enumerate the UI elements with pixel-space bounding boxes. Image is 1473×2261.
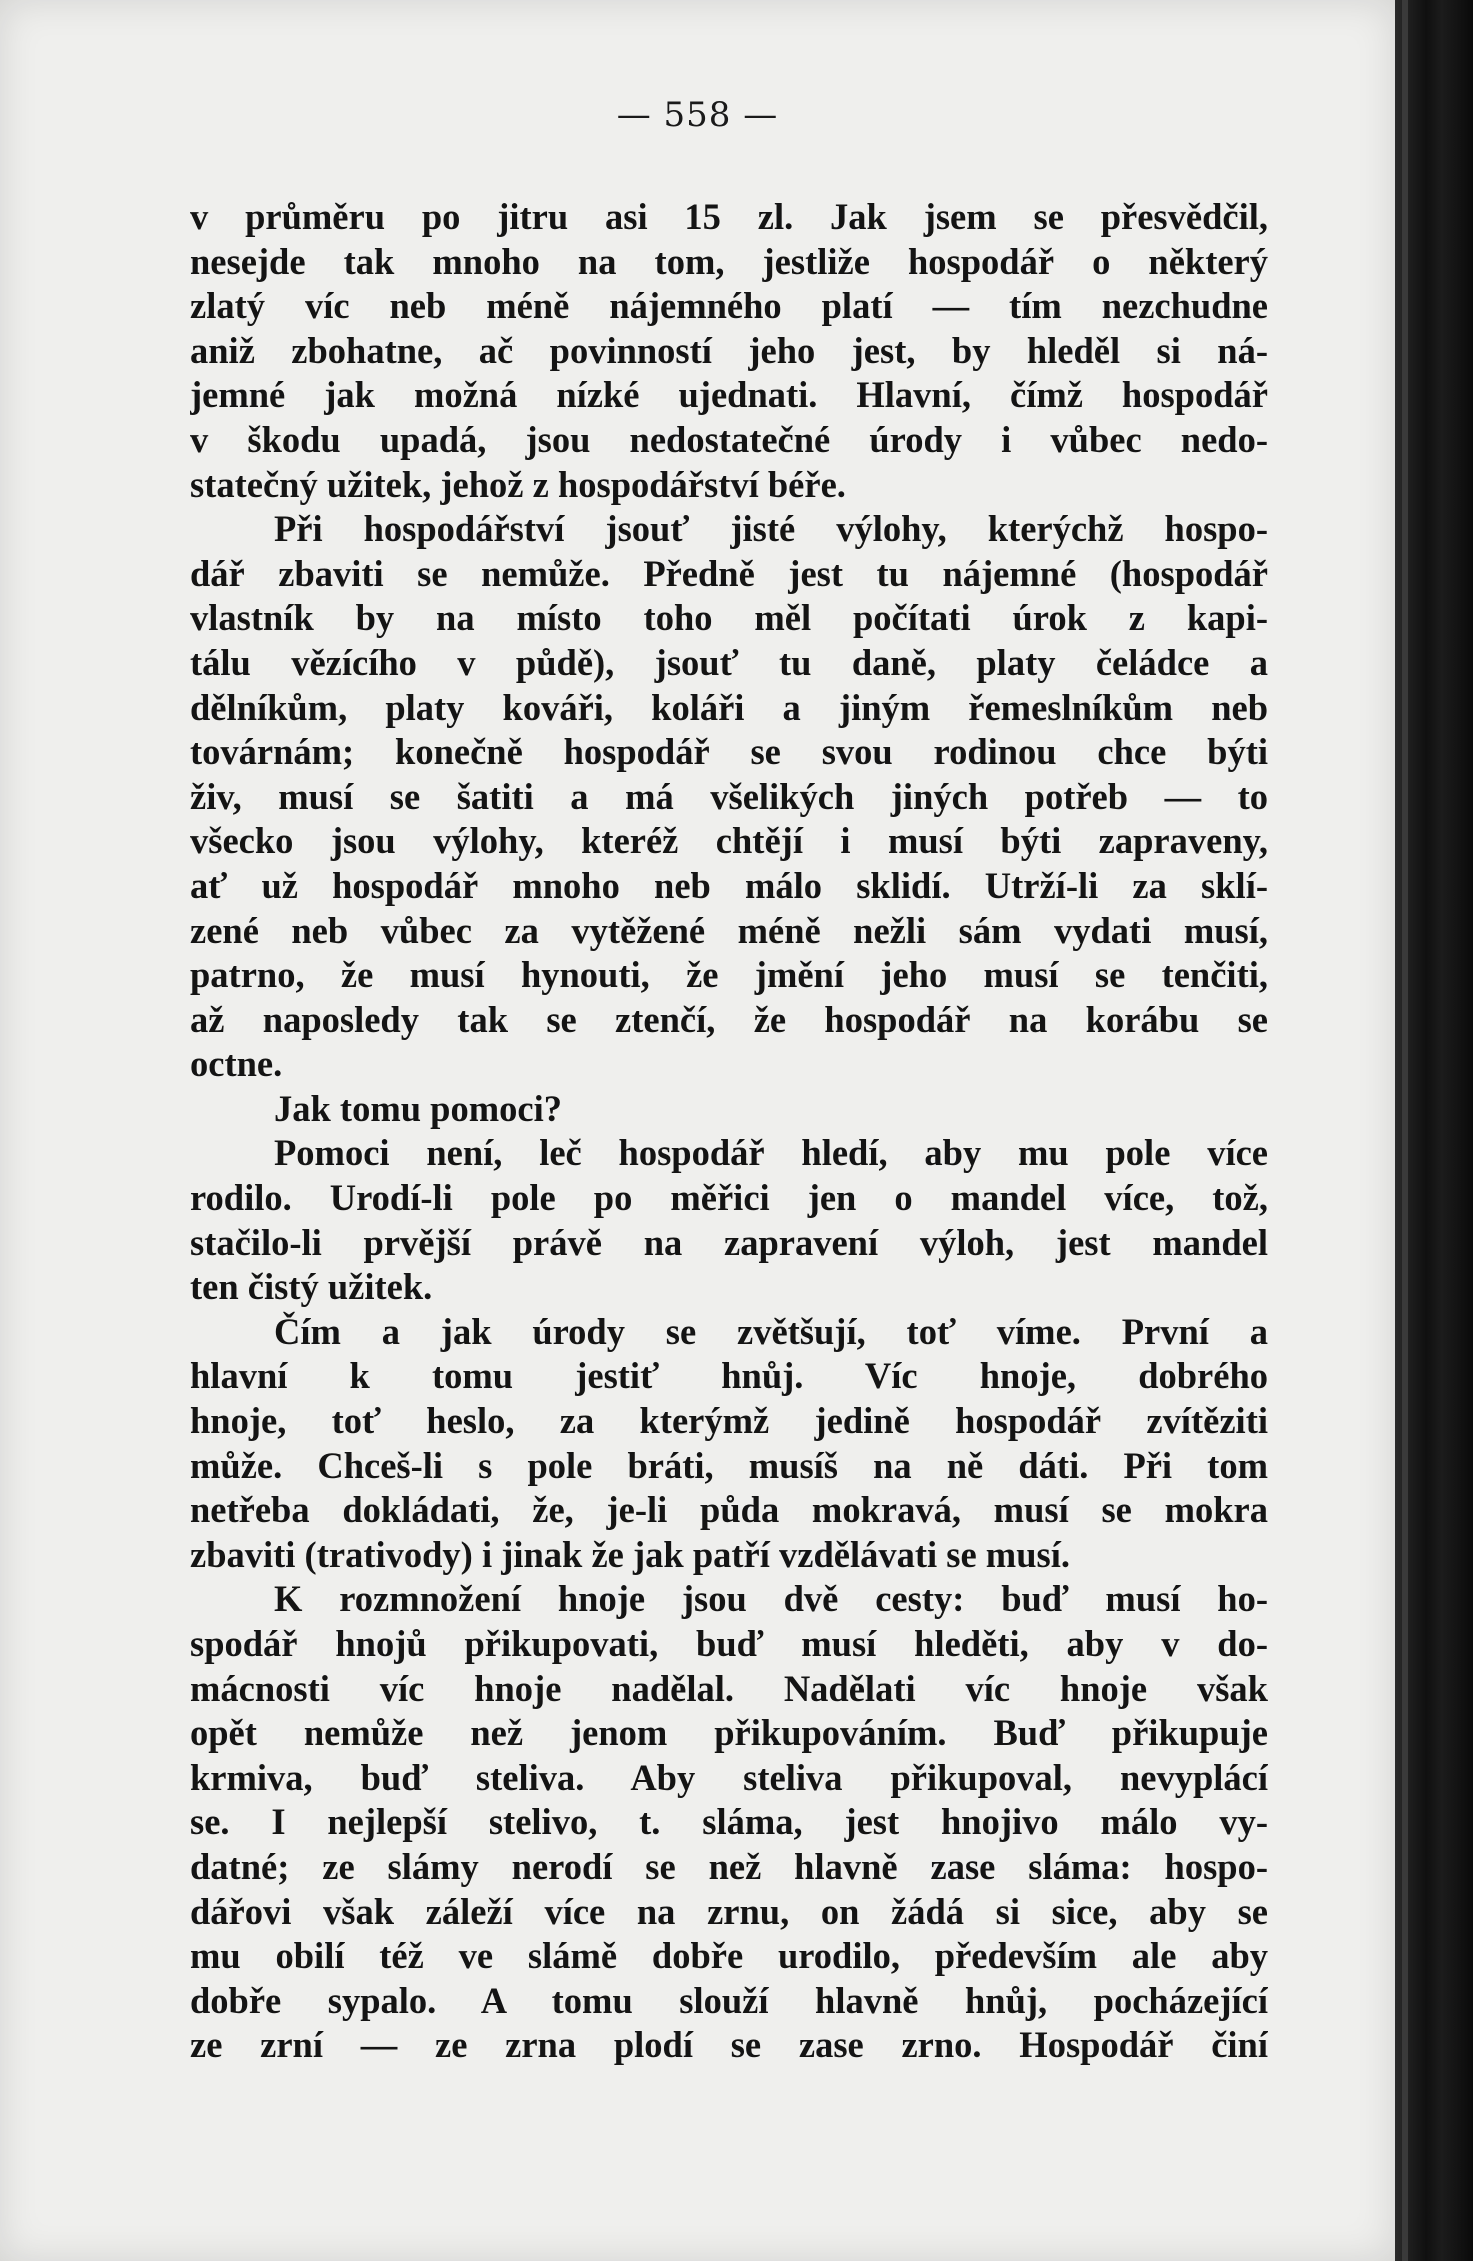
- text-line: stačilo-li prvější právě na zapravení výloh, jest mandel: [190, 1221, 1268, 1263]
- text-line: netřeba dokládati, že, je-li půda mokravá, musí se mokra: [190, 1489, 1268, 1531]
- text-line: K rozmnožení hnoje jsou dvě cesty: buď musí ho-: [274, 1578, 1268, 1620]
- text-line: továrnám; konečně hospodář se svou rodinou chce býti: [190, 731, 1268, 773]
- text-line: ten čistý užitek.: [190, 1266, 433, 1308]
- text-line: zlatý víc neb méně nájemného platí — tím nezchudne: [190, 285, 1268, 327]
- text-line: živ, musí se šatiti a má všelikých jiných potřeb — to: [190, 775, 1268, 817]
- text-line: v průměru po jitru asi 15 zl. Jak jsem se přesvědčil,: [190, 196, 1268, 237]
- text-line: mu obilí též ve slámě dobře urodilo, především ale aby: [190, 1935, 1268, 1977]
- text-line: ze zrní — ze zrna plodí se zase zrno. Hospodář činí: [190, 2024, 1268, 2066]
- text-line: mácnosti víc hnoje nadělal. Nadělati víc hnoje však: [190, 1667, 1268, 1709]
- text-line: datné; ze slámy nerodí se než hlavně zase sláma: hospo-: [190, 1845, 1268, 1887]
- text-line: statečný užitek, jehož z hospodářství béře.: [190, 463, 846, 505]
- text-line: hnoje, toť heslo, za kterýmž jedině hospodář zvítěziti: [190, 1400, 1268, 1442]
- text-line: krmiva, buď steliva. Aby steliva přikupoval, nevyplácí: [190, 1756, 1268, 1798]
- text-line: patrno, že musí hynouti, že jmění jeho musí se tenčiti,: [190, 954, 1268, 996]
- text-line: zené neb vůbec za vytěžené méně nežli sám vydati musí,: [190, 909, 1268, 951]
- text-line: může. Chceš-li s pole bráti, musíš na ně dáti. Při tom: [190, 1444, 1268, 1486]
- text-line: Při hospodářství jsouť jisté výlohy, kterýchž hospo-: [274, 508, 1268, 550]
- text-line: jemné jak možná nízké ujednati. Hlavní, čímž hospodář: [190, 374, 1268, 416]
- text-line: Pomoci není, leč hospodář hledí, aby mu pole více: [274, 1132, 1268, 1174]
- text-line: Čím a jak úrody se zvětšují, toť víme. První a: [274, 1310, 1268, 1352]
- text-line: nesejde tak mnoho na tom, jestliže hospodář o některý: [190, 240, 1268, 282]
- text-line: v škodu upadá, jsou nedostatečné úrody i vůbec nedo-: [190, 418, 1268, 460]
- text-line: tálu vězícího v půdě), jsouť tu daně, platy čeládce a: [190, 641, 1268, 683]
- page-number: — 558 —: [616, 95, 779, 135]
- text-line: rodilo. Urodí-li pole po měřici jen o mandel více, tož,: [190, 1177, 1268, 1219]
- text-line: všecko jsou výlohy, kteréž chtějí i musí býti zapraveny,: [190, 820, 1268, 862]
- text-line: dář zbaviti se nemůže. Předně jest tu nájemné (hospodář: [190, 552, 1268, 594]
- text-line: dářovi však záleží více na zrnu, on žádá si sice, aby se: [190, 1890, 1268, 1932]
- text-line: se. I nejlepší stelivo, t. sláma, jest hnojivo málo vy-: [190, 1801, 1268, 1843]
- text-line: aniž zbohatne, ač povinností jeho jest, by hleděl si ná-: [190, 329, 1268, 371]
- text-line: zbaviti (trativody) i jinak že jak patří vzdělávati se musí.: [190, 1533, 1070, 1575]
- text-line: dělníkům, platy kováři, koláři a jiným řemeslníkům neb: [190, 686, 1268, 728]
- text-line: Jak tomu pomoci?: [274, 1087, 562, 1129]
- text-line: octne.: [190, 1043, 283, 1085]
- page-binding-edge: [1402, 0, 1408, 2261]
- text-line: ať už hospodář mnoho neb málo sklidí. Utrží-li za sklí-: [190, 864, 1268, 906]
- text-line: vlastník by na místo toho měl počítati úrok z kapi-: [190, 597, 1268, 639]
- body-text: [190, 195, 1268, 2068]
- text-line: až naposledy tak se ztenčí, že hospodář na korábu se: [190, 998, 1268, 1040]
- text-line: opět nemůže než jenom přikupováním. Buď přikupuje: [190, 1712, 1268, 1754]
- text-line: dobře sypalo. A tomu slouží hlavně hnůj, pocházející: [190, 1979, 1268, 2021]
- text-line: spodář hnojů přikupovati, buď musí hleděti, aby v do-: [190, 1623, 1268, 1664]
- text-line: hlavní k tomu jestiť hnůj. Víc hnoje, dobrého: [190, 1355, 1268, 1397]
